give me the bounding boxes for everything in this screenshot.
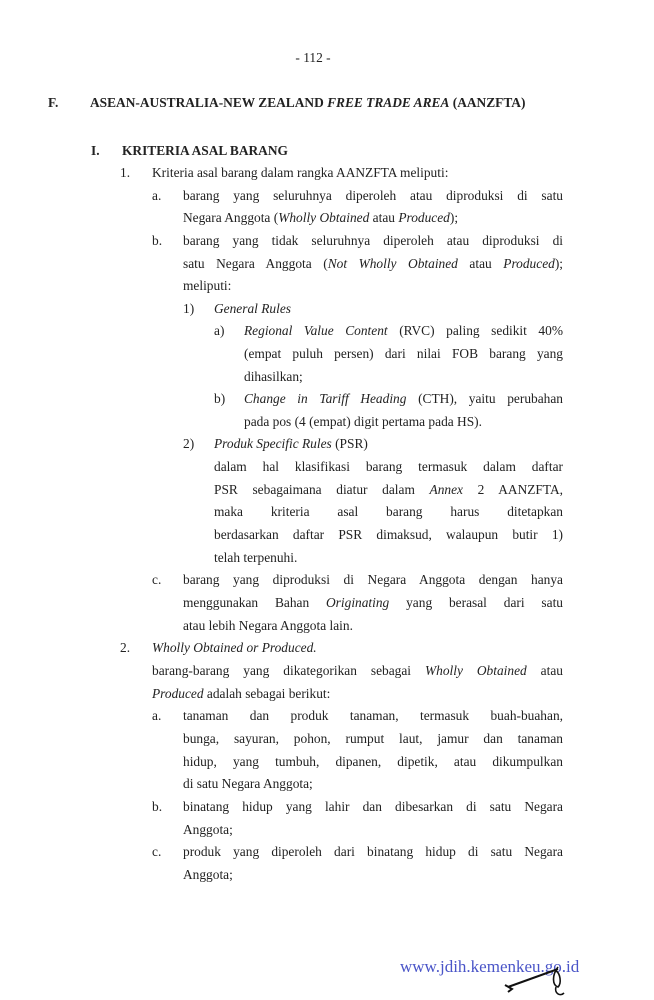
text-line bbox=[183, 617, 353, 635]
text-segment: barang yang seluruhnya diperoleh atau diproduksi di satu bbox=[183, 188, 563, 203]
italic-text: Wholly Obtained bbox=[278, 210, 370, 225]
text-segment: Kriteria asal barang dalam rangka AANZFTA meliputi: bbox=[152, 165, 449, 180]
italic-text: Produced bbox=[503, 256, 555, 271]
italic-text: Produced bbox=[152, 686, 204, 701]
text-segment: PSR sebagaimana diatur dalam bbox=[214, 482, 430, 497]
text-segment: berdasarkan daftar PSR dimaksud, walaupun butir 1) bbox=[214, 527, 563, 542]
text-line bbox=[183, 209, 458, 227]
text-segment: meliputi: bbox=[183, 278, 232, 293]
text-segment: satu Negara Anggota ( bbox=[183, 256, 328, 271]
list-marker: 1) bbox=[183, 301, 195, 316]
text-segment: barang-barang yang dikategorikan sebagai bbox=[152, 663, 425, 678]
text-segment: yang berasal dari satu bbox=[389, 595, 563, 610]
text-line bbox=[244, 345, 563, 363]
text-line bbox=[152, 639, 317, 657]
italic-text: FREE TRADE AREA bbox=[327, 95, 450, 110]
text-line bbox=[214, 481, 563, 499]
text-segment: di satu Negara Anggota; bbox=[183, 776, 313, 791]
text-segment: dihasilkan; bbox=[244, 369, 303, 384]
italic-text: Wholly Obtained or Produced. bbox=[152, 640, 317, 655]
italic-text: Produk Specific Rules bbox=[214, 436, 332, 451]
text-line bbox=[244, 413, 482, 431]
text-line bbox=[183, 866, 233, 884]
italic-text: Change in Tariff Heading bbox=[244, 391, 407, 406]
text-segment: (RVC) paling sedikit 40% bbox=[387, 323, 563, 338]
list-marker: b. bbox=[152, 233, 163, 248]
text-line bbox=[183, 707, 563, 725]
list-marker: 2) bbox=[183, 436, 195, 451]
text-line bbox=[183, 232, 563, 250]
text-line bbox=[183, 730, 563, 748]
text-segment: barang yang diproduksi di Negara Anggota dengan hanya bbox=[183, 572, 563, 587]
text-line bbox=[152, 662, 563, 680]
section-heading bbox=[90, 94, 525, 112]
text-segment: ); bbox=[449, 210, 459, 225]
list-marker: b. bbox=[152, 799, 163, 814]
text-segment: KRITERIA ASAL BARANG bbox=[122, 143, 288, 158]
text-line bbox=[244, 322, 563, 340]
text-line bbox=[183, 753, 563, 771]
text-segment: 2 AANZFTA, bbox=[462, 482, 563, 497]
signature-initials bbox=[500, 965, 580, 1000]
text-line bbox=[152, 164, 448, 182]
subsection-heading bbox=[122, 142, 288, 160]
text-segment: barang yang tidak seluruhnya diperoleh atau diproduksi di bbox=[183, 233, 563, 248]
text-line bbox=[183, 277, 231, 295]
text-segment: telah terpenuhi. bbox=[214, 550, 298, 565]
italic-text: Originating bbox=[326, 595, 390, 610]
list-marker: 2. bbox=[120, 640, 131, 655]
text-line bbox=[183, 798, 563, 816]
text-segment: maka kriteria asal barang harus ditetapkan bbox=[214, 504, 563, 519]
italic-text: Not Wholly Obtained bbox=[327, 256, 458, 271]
text-segment: Anggota; bbox=[183, 822, 233, 837]
text-segment: atau bbox=[526, 663, 563, 678]
list-marker: c. bbox=[152, 844, 162, 859]
list-marker: 1. bbox=[120, 165, 131, 180]
list-marker: b) bbox=[214, 391, 226, 406]
text-segment: atau bbox=[369, 210, 399, 225]
list-marker: I. bbox=[91, 143, 100, 158]
list-marker: c. bbox=[152, 572, 162, 587]
text-line bbox=[244, 390, 563, 408]
italic-text: Regional Value Content bbox=[244, 323, 388, 338]
text-segment: dalam hal klasifikasi barang termasuk dalam daftar bbox=[214, 459, 563, 474]
text-segment: Anggota; bbox=[183, 867, 233, 882]
text-line bbox=[214, 435, 368, 453]
text-line bbox=[214, 503, 563, 521]
text-segment: menggunakan Bahan bbox=[183, 595, 327, 610]
text-line bbox=[183, 571, 563, 589]
website-link[interactable]: www.jdih.kemenkeu.go.id bbox=[400, 957, 580, 976]
text-segment: Negara Anggota ( bbox=[183, 210, 279, 225]
text-segment: binatang hidup yang lahir dan dibesarkan di satu Negara bbox=[183, 799, 563, 814]
text-line bbox=[214, 300, 291, 318]
list-marker: a. bbox=[152, 708, 162, 723]
text-segment: bunga, sayuran, pohon, rumput laut, jamur dan tanaman bbox=[183, 731, 563, 746]
text-line bbox=[183, 187, 563, 205]
text-segment: (AANZFTA) bbox=[449, 95, 526, 110]
text-line bbox=[183, 255, 563, 273]
text-line bbox=[183, 843, 563, 861]
text-segment: hidup, yang tumbuh, dipanen, dipetik, atau dikumpulkan bbox=[183, 754, 563, 769]
italic-text: Wholly Obtained bbox=[424, 663, 527, 678]
text-line bbox=[244, 368, 303, 386]
text-segment: pada pos (4 (empat) digit pertama pada HS). bbox=[244, 414, 482, 429]
text-segment: ); bbox=[554, 256, 563, 271]
list-marker: a) bbox=[214, 323, 225, 338]
text-segment: ASEAN-AUSTRALIA-NEW ZEALAND bbox=[90, 95, 328, 110]
text-line bbox=[183, 594, 563, 612]
list-marker: a. bbox=[152, 188, 162, 203]
page-number: - 112 - bbox=[295, 50, 331, 65]
list-marker: F. bbox=[48, 95, 59, 110]
text-segment: produk yang diperoleh dari binatang hidup di satu Negara bbox=[183, 844, 563, 859]
italic-text: General Rules bbox=[214, 301, 291, 316]
text-line bbox=[183, 775, 313, 793]
italic-text: Annex bbox=[429, 482, 463, 497]
text-segment: tanaman dan produk tanaman, termasuk buah-buahan, bbox=[183, 708, 563, 723]
text-line bbox=[152, 685, 330, 703]
text-line bbox=[183, 821, 233, 839]
text-segment: (empat puluh persen) dari nilai FOB barang yang bbox=[244, 346, 563, 361]
text-segment: (CTH), yaitu perubahan bbox=[406, 391, 563, 406]
text-segment: (PSR) bbox=[331, 436, 368, 451]
text-line bbox=[214, 549, 297, 567]
text-segment: atau lebih Negara Anggota lain. bbox=[183, 618, 353, 633]
text-segment: adalah sebagai berikut: bbox=[203, 686, 331, 701]
text-line bbox=[214, 526, 563, 544]
text-segment: atau bbox=[457, 256, 504, 271]
italic-text: Produced bbox=[398, 210, 450, 225]
text-line bbox=[214, 458, 563, 476]
